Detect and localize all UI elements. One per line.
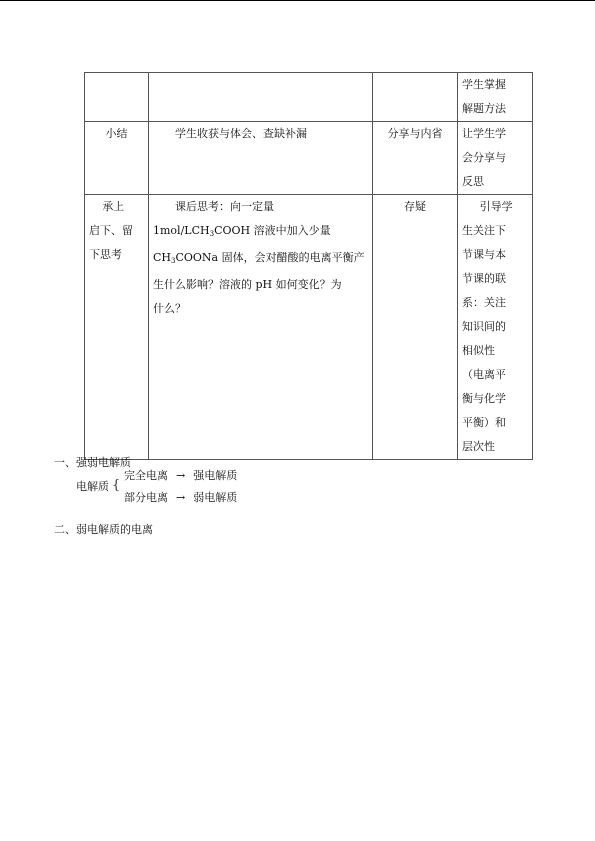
cell-stage [85,195,149,460]
top-rule [0,0,595,1]
cell-intent [458,195,533,460]
content-line [153,219,368,246]
cell-content [149,195,373,460]
cell-stage: 小结 [85,122,149,195]
intent-line: 系：关注 [462,296,506,309]
intent-line: 会分享与 [462,151,506,164]
intent-line: 反思 [462,175,484,188]
intent-line: 解题方法 [462,102,506,115]
section-heading-1: 一、强弱电解质 [54,456,131,469]
classification-line-weak [124,489,237,505]
content-text: COONa 固体，会对醋酸的电离平衡产 [175,251,365,264]
intent-line: 生关注下 [462,224,506,237]
intent-line: 衡与化学 [462,392,506,405]
stage-line: 下思考 [89,248,122,261]
content-line: 什么？ [153,302,186,315]
content-text: 1mol/LCH [153,224,210,237]
electrolyte-term: 电解质 [76,480,109,493]
cell-activity: 分享与内省 [373,122,458,195]
subscript: 3 [171,257,176,265]
content-line: 课后思考：向一定量 [175,200,274,213]
cell-activity: 存疑 [373,195,458,460]
lesson-table [84,72,533,460]
ionization-partial: 部分电离 [124,491,168,504]
intent-line: 层次性 [462,440,495,453]
cell-stage [85,73,149,122]
brace-symbol: { [112,478,121,493]
intent-line: 让学生学 [462,127,506,140]
cell-intent [458,122,533,195]
content-text: CH [153,251,172,264]
intent-line: 节课与本 [462,248,506,261]
section-heading-2: 二、弱电解质的电离 [54,523,153,536]
cell-intent [458,73,533,122]
table-row [85,195,533,460]
intent-line: 学生掌握 [462,78,506,91]
intent-line: 节课的联 [462,272,506,285]
intent-line: 知识间的 [462,320,506,333]
arrow-right-icon: → [176,491,186,504]
intent-line: 相似性 [462,344,495,357]
content-text: COOH 溶液中加入少量 [214,224,331,237]
intent-line: （电离平 [462,368,506,381]
weak-electrolyte: 弱电解质 [193,491,238,504]
intent-line: 引导学 [479,200,513,213]
arrow-right-icon: → [176,469,186,482]
subscript: 3 [209,230,215,238]
table-row [85,73,533,122]
stage-line: 承上 [102,200,125,213]
cell-activity [373,73,458,122]
content-line [153,246,368,273]
ionization-full: 完全电离 [124,469,168,482]
intent-line: 平衡）和 [462,416,506,429]
stage-line: 启下、留 [89,224,133,237]
strong-electrolyte: 强电解质 [193,469,238,482]
table-row [85,122,533,195]
classification-line-strong [124,467,237,483]
cell-content [149,73,373,122]
content-line: 生什么影响？溶液的 pH 如何变化？为 [153,278,342,291]
cell-content: 学生收获与体会、查缺补漏 [149,122,373,195]
